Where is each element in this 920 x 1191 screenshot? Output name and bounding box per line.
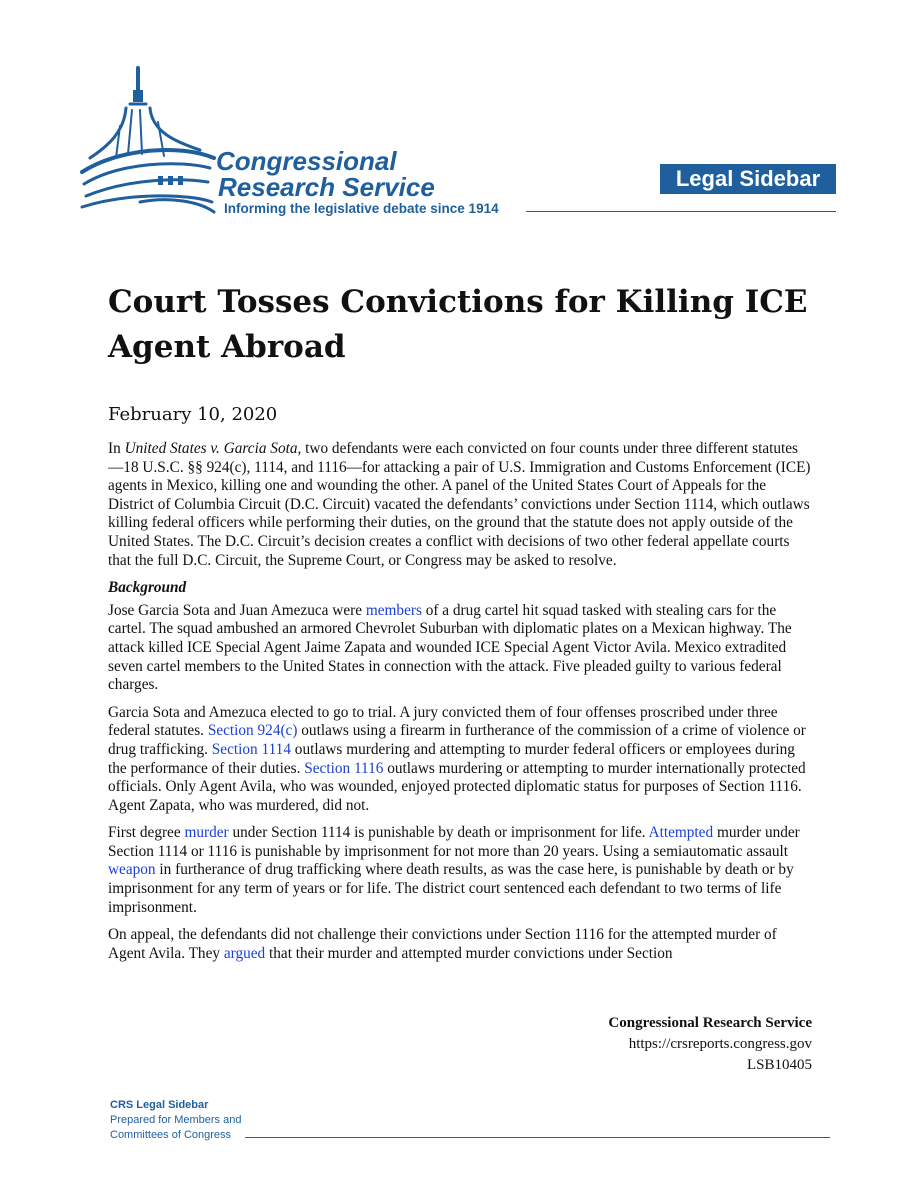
text: outlaws murdering and attempting to murder federal officers or employees during the performance of their duties. xyxy=(108,740,795,777)
article-body xyxy=(108,440,813,972)
footer-series-title: CRS Legal Sidebar xyxy=(110,1099,209,1111)
publication-date: February 10, 2020 xyxy=(108,404,278,425)
footer-url[interactable]: https://crsreports.congress.gov xyxy=(628,1036,812,1052)
link-argued[interactable]: argued xyxy=(223,944,266,962)
logo-text-research-service: Research Service xyxy=(218,172,435,202)
text: in furtherance of drug trafficking where death results, as was the case here, is punishable by death or by imprisonment for any term of years or for life. The district court sentenced each defendant to two terms of life imprisonment. xyxy=(108,861,794,916)
paragraph-background xyxy=(108,602,813,695)
link-members[interactable]: members xyxy=(365,601,422,619)
header-divider xyxy=(526,211,836,212)
text: First degree xyxy=(108,824,185,842)
footer-doc-id: LSB10405 xyxy=(746,1057,812,1073)
section-heading-background: Background xyxy=(108,579,187,597)
link-section-924c[interactable]: Section 924(c) xyxy=(207,722,298,740)
text: Jose Garcia Sota and Juan Amezuca were xyxy=(108,601,366,619)
text: that their murder and attempted murder convictions under Section xyxy=(265,944,673,962)
link-section-1116[interactable]: Section 1116 xyxy=(304,759,384,777)
link-weapon[interactable]: weapon xyxy=(108,861,156,879)
text: outlaws using a firearm in furtherance of the commission of a crime of violence or drug trafficking. xyxy=(108,722,806,758)
paragraph-intro xyxy=(108,440,813,570)
case-name: United States v. Garcia Sota xyxy=(124,440,298,457)
link-murder[interactable]: murder xyxy=(184,824,229,842)
paragraph-penalties xyxy=(108,824,813,917)
footer-audience-line2: Committees of Congress xyxy=(110,1129,232,1141)
text: murder under Section 1114 or 1116 is punishable by imprisonment for not more than 20 years. Using a semiautomatic assault xyxy=(108,824,800,860)
link-attempted[interactable]: Attempted xyxy=(648,824,714,842)
footer-audience-line1: Prepared for Members and xyxy=(110,1114,242,1126)
crs-logo[interactable] xyxy=(80,62,560,232)
text: outlaws murdering or attempting to murder internationally protected officials. Only Agent Avila, who was wounded, enjoyed protected diplomatic status for purposes of Section 1116. Agent Zapata, who was murdered, did not. xyxy=(108,759,806,814)
footer-series-block xyxy=(110,1098,241,1143)
text: Garcia Sota and Amezuca elected to go to trial. A jury convicted them of four offenses proscribed under three federal statutes. xyxy=(108,703,778,740)
footer-org-name: Congressional Research Service xyxy=(608,1015,812,1031)
text: of a drug cartel hit squad tasked with stealing cars for the cartel. The squad ambushed an armored Chevrolet Suburban with diplomatic plates on a Mexican highway. The attack killed ICE Special Agent Jaime Zapata and wounded ICE Special Agent Victor Avila. Mexico extradited seven cartel members to the United States in connection with the attack. Five pleaded guilty to various federal charges. xyxy=(108,601,792,694)
text: , two defendants were each convicted on four counts under three different statutes—18 U.S.C. §§ 924(c), 1114, and 1116—for attacking a pair of U.S. Immigration and Customs Enforcement (ICE) agents in Mexico, killing one and wounding the other. A panel of the United States Court of Appeals for the District of Columbia Circuit (D.C. Circuit) vacated the defendants’ convictions under Section 1114, which outlaws killing federal officers while performing their duties, on the ground that the statute does not apply outside of the United States. The D.C. Circuit’s decision creates a conflict with decisions of two other federal appellate courts that the full D.C. Circuit, the Supreme Court, or Congress may be asked to resolve. xyxy=(108,440,811,569)
footer-divider xyxy=(245,1137,830,1138)
page-title: Court Tosses Convictions for Killing ICE Agent Abroad xyxy=(108,284,808,365)
text: In xyxy=(108,440,125,457)
legal-sidebar-badge: Legal Sidebar xyxy=(660,164,836,194)
logo-tagline: Informing the legislative debate since 1914 xyxy=(224,201,499,216)
logo-text-congressional: Congressional xyxy=(216,146,397,176)
footer-source-block xyxy=(608,1013,812,1076)
text: On appeal, the defendants did not challenge their convictions under Section 1116 for the attempted murder of Agent Avila. They xyxy=(108,926,777,962)
text: under Section 1114 is punishable by death or imprisonment for life. xyxy=(228,824,649,842)
paragraph-trial xyxy=(108,704,813,816)
link-section-1114[interactable]: Section 1114 xyxy=(211,740,291,758)
paragraph-appeal xyxy=(108,926,813,963)
